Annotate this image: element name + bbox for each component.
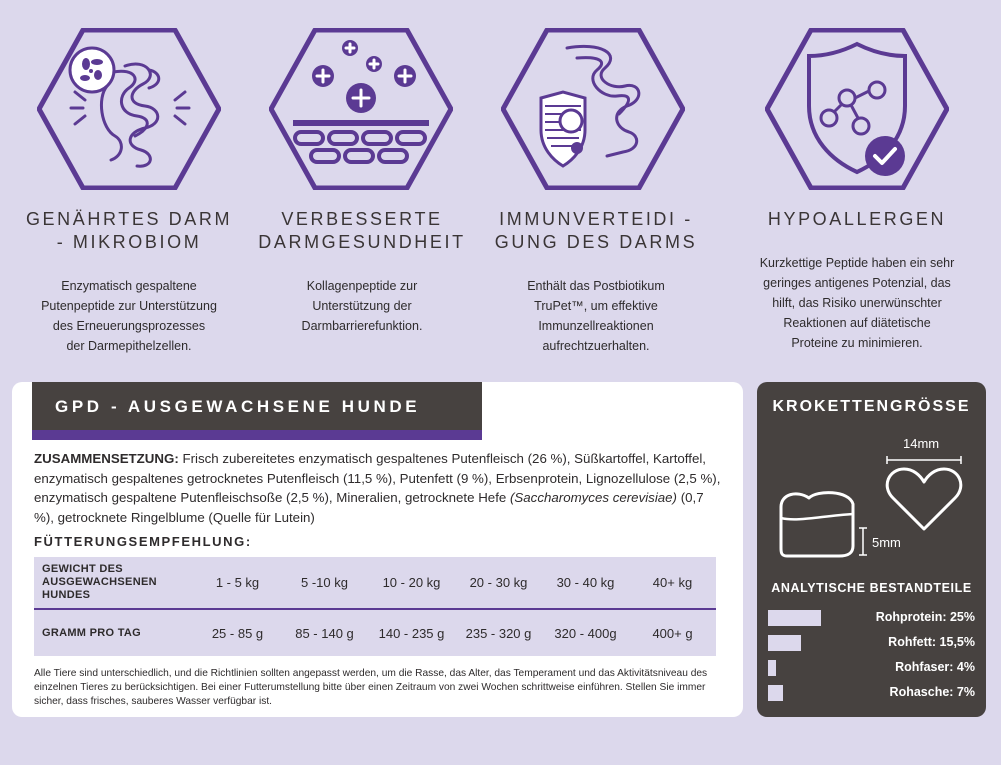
immune-shield-icon — [501, 28, 685, 190]
grams-cell: 320 - 400g — [554, 625, 617, 641]
kibble-card — [757, 382, 986, 717]
feature-immune-defense — [481, 208, 711, 356]
feature-title: IMMUNVERTEIDI - GUNG DES DARMS — [494, 209, 698, 252]
kibble-illustration — [757, 442, 986, 572]
feeding-title: FÜTTERUNGSEMPFEHLUNG: — [34, 534, 252, 549]
composition-text: Frisch zubereitetes enzymatisch gespaltenes Putenfleisch (26 %), Süßkartoffel, Kartoffel, enzymatisch gespaltenes getrocknetes Putenfleisch (11,5 %), Putenfett (9 %), Erbsenprotein, Lignozellulose (2,5 %), enzymatisch gespaltene Putenfleischsoße (2,5 %), Mineralien, getrocknete Hefe — [34, 451, 721, 505]
gut-barrier-icon — [269, 28, 453, 190]
analytics-label: Rohfaser: 4% — [895, 660, 975, 674]
feature-text: Enthält das Postbiotikum TruPet™, um effektive Immunzellreaktionen aufrechtzuerhalten. — [527, 279, 665, 353]
analytics-row — [768, 609, 975, 627]
feature-gut-health — [247, 208, 477, 336]
kibble-side-icon — [781, 493, 853, 556]
analytics-row — [768, 684, 975, 702]
weight-cell: 10 - 20 kg — [382, 575, 441, 590]
weight-cell: 40+ kg — [652, 575, 693, 590]
disclaimer: Alle Tiere sind unterschiedlich, und die Richtlinien sollten angepasst werden, um die Rasse, das Alter, das Temperament und das Aktivitätsniveau des einzelnen Tieres zu berücksichtigen. Bei einer Futterumstellung bitte über einen Zeitraum von zwei Wochen schrittweise einführen. Stellen Sie immer sicher, dass frisches, sauberes Wasser verfügbar ist. — [34, 668, 708, 707]
grams-cell: 85 - 140 g — [295, 625, 354, 641]
analytics-label: Rohprotein: 25% — [875, 610, 975, 624]
weight-cell: 1 - 5 kg — [215, 575, 260, 590]
feature-text: Kollagenpeptide zur Unterstützung der Darmbarrierefunktion. — [301, 279, 423, 333]
analytics-row — [768, 659, 975, 677]
weight-cell: 5 -10 kg — [301, 575, 348, 590]
analytics-label: Rohasche: 7% — [889, 685, 975, 699]
composition — [34, 449, 724, 527]
analytics-bar — [768, 635, 801, 651]
feeding-table — [34, 557, 716, 656]
analytics-label: Rohfett: 15,5% — [888, 635, 975, 649]
hypoallergenic-shield-icon — [765, 28, 949, 190]
microbiome-intestine-icon — [37, 28, 221, 190]
feature-title: VERBESSERTE DARMGESUNDHEIT — [258, 209, 466, 252]
composition-end: (0,7 %), getrocknete Ringelblume (Quelle für Lutein) — [34, 490, 704, 525]
heart-icon — [887, 469, 961, 529]
grams-cell: 25 - 85 g — [211, 625, 264, 641]
analytics-title: ANALYTISCHE BESTANDTEILE — [771, 581, 972, 595]
table-row-weight — [34, 557, 716, 610]
analytics-bar — [768, 610, 821, 626]
title-accent-bar — [32, 430, 482, 440]
kibble-width-label: 14mm — [903, 436, 940, 451]
grams-header: GRAMM PRO TAG — [42, 626, 142, 639]
grams-cell: 140 - 235 g — [378, 625, 445, 641]
composition-label: ZUSAMMENSETZUNG: — [34, 451, 179, 466]
feature-hypoallergenic — [742, 208, 972, 353]
table-row-grams — [34, 610, 716, 656]
analytics-bar — [768, 660, 776, 676]
feature-text: Kurzkettige Peptide haben ein sehr geringes antigenes Potenzial, das hilft, das Risiko unerwünschter Reaktionen auf diätetische Proteine zu minimieren. — [759, 256, 955, 350]
product-title: GPD - AUSGEWACHSENE HUNDE — [32, 382, 482, 430]
feature-title: HYPOALLERGEN — [767, 209, 947, 229]
feature-text: Enzymatisch gespaltene Putenpeptide zur Unterstützung des Erneuerungsprozesses der Darmepithelzellen. — [41, 279, 217, 353]
kibble-height-label: 5mm — [872, 535, 901, 550]
weight-cell: 30 - 40 kg — [556, 575, 615, 590]
composition-italic: (Saccharomyces cerevisiae) — [509, 490, 677, 505]
grams-cell: 400+ g — [652, 625, 693, 641]
analytics-bar — [768, 685, 783, 701]
feature-microbiome — [14, 208, 244, 356]
weight-header: GEWICHT DES AUSGEWACHSENEN HUNDES — [42, 563, 157, 601]
weight-cell: 20 - 30 kg — [469, 575, 528, 590]
analytics-row — [768, 634, 975, 652]
feature-title: GENÄHRTES DARM - MIKROBIOM — [25, 209, 233, 252]
kibble-title: KROKETTENGRÖSSE — [772, 398, 971, 415]
grams-cell: 235 - 320 g — [465, 625, 532, 641]
product-card — [12, 382, 743, 717]
